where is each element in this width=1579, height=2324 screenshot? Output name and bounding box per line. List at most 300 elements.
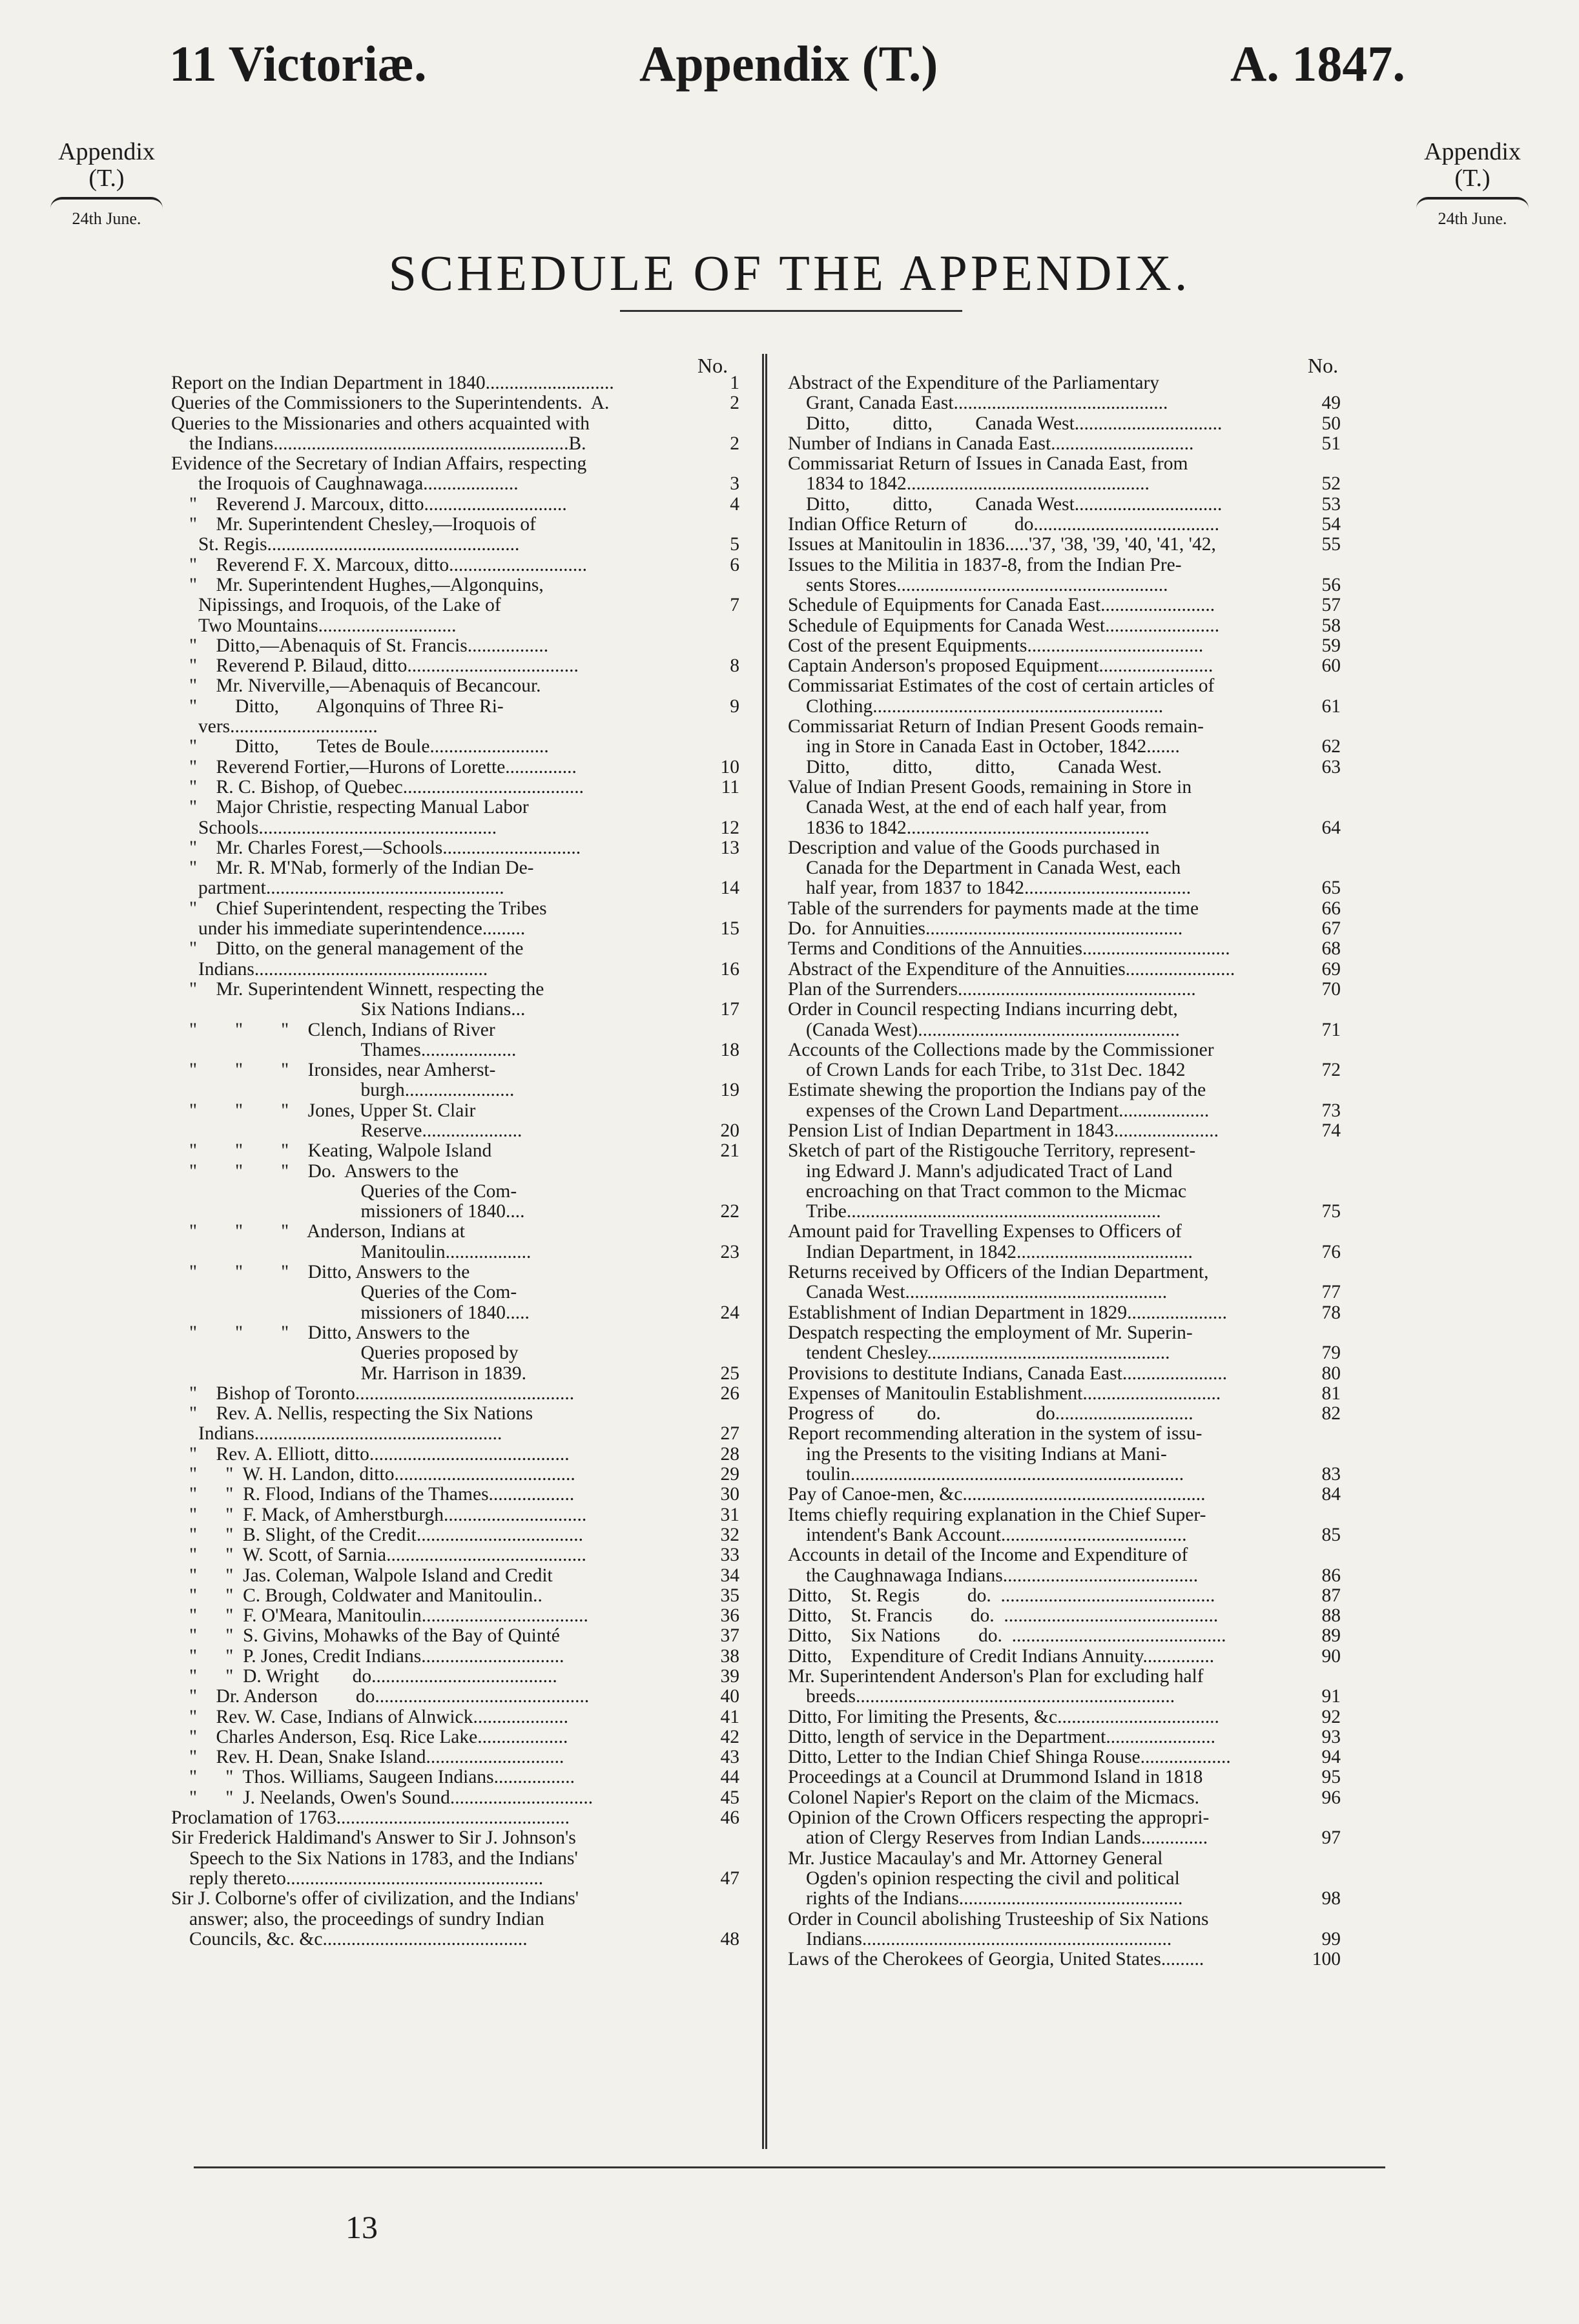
entry-number: 28 (720, 1443, 739, 1465)
entry-text: Pension List of Indian Department in 1843...................... (788, 1120, 1219, 1141)
schedule-entry (171, 1000, 739, 1020)
entry-number: 64 (1321, 817, 1341, 838)
entry-number: 72 (1321, 1060, 1341, 1081)
entry-text: Description and value of the Goods purchased in (788, 838, 1160, 858)
entry-text: " " R. Flood, Indians of the Thames.................. (189, 1485, 575, 1505)
entry-number: 84 (1321, 1484, 1341, 1505)
entry-number: 44 (720, 1767, 739, 1788)
entry-number: 24 (720, 1302, 739, 1323)
schedule-entry (788, 697, 1341, 717)
entry-text: " Mr. Niverville,—Abenaquis of Becancour. (189, 676, 541, 697)
entry-text: the Indians..............................................................B. (189, 433, 586, 454)
entry-text: missioners of 1840..... (189, 1302, 530, 1323)
schedule-entry (788, 575, 1341, 595)
schedule-entry (788, 1586, 1341, 1606)
entry-text: " " " Clench, Indians of River (189, 1020, 495, 1040)
schedule-entry (788, 1323, 1341, 1343)
entry-number: 70 (1321, 978, 1341, 1000)
entry-text: 1834 to 1842................................................... (806, 474, 1150, 495)
entry-text: " Mr. Superintendent Hughes,—Algonquins, (189, 575, 544, 595)
entry-text: Table of the surrenders for payments made at the time (788, 898, 1199, 919)
entry-number: 40 (720, 1686, 739, 1707)
schedule-entry (171, 1606, 739, 1626)
entry-text: " Reverend Fortier,—Hurons of Lorette............... (189, 757, 577, 777)
entry-text: Abstract of the Expenditure of the Parliamentary (788, 373, 1160, 393)
entry-number: 68 (1321, 938, 1341, 960)
entry-number: 46 (720, 1807, 739, 1829)
entry-number: 18 (720, 1039, 739, 1060)
entry-text: Mr. Harrison in 1839. (189, 1363, 526, 1384)
schedule-entry (171, 1929, 739, 1949)
schedule-entry (788, 1404, 1341, 1424)
schedule-entry (171, 737, 739, 757)
entry-text: " " " Ditto, Answers to the (189, 1322, 470, 1343)
entry-text: Mr. Justice Macaulay's and Mr. Attorney General (788, 1848, 1163, 1869)
entry-text: Indian Department, in 1842..................................... (806, 1242, 1193, 1262)
entry-text: Estimate shewing the proportion the Indians pay of the (788, 1080, 1206, 1101)
schedule-entry (171, 1445, 739, 1465)
schedule-entry (171, 616, 739, 636)
entry-text: " Rev. H. Dean, Snake Island............................. (189, 1747, 564, 1768)
schedule-entry (171, 1262, 739, 1282)
entry-text: " Reverend J. Marcoux, ditto.............................. (189, 494, 567, 515)
schedule-entry (171, 1788, 739, 1808)
entry-number: 9 (730, 695, 739, 717)
schedule-entry (788, 1282, 1341, 1302)
entry-number: 45 (720, 1787, 739, 1808)
entry-number: 2 (730, 393, 739, 414)
entry-number: 43 (720, 1747, 739, 1768)
entry-number: 60 (1321, 655, 1341, 677)
schedule-entry (788, 1545, 1341, 1565)
schedule-entry (788, 474, 1341, 494)
entry-number: 47 (720, 1867, 739, 1889)
schedule-entry (788, 1040, 1341, 1060)
entry-number: 77 (1321, 1282, 1341, 1303)
entry-text: " Mr. Charles Forest,—Schools............................. (189, 838, 581, 858)
schedule-entry (171, 899, 739, 919)
entry-text: Despatch respecting the employment of Mr. Superin- (788, 1322, 1193, 1343)
entry-number: 74 (1321, 1120, 1341, 1141)
schedule-entry (171, 1747, 739, 1767)
entry-text: 1836 to 1842................................................... (806, 818, 1150, 838)
entry-text: Ogden's opinion respecting the civil and political (806, 1868, 1180, 1889)
schedule-entry (788, 1121, 1341, 1141)
schedule-entry (788, 495, 1341, 515)
schedule-entry (171, 636, 739, 656)
entry-text: " Major Christie, respecting Manual Labor (189, 797, 529, 818)
schedule-entry (788, 1505, 1341, 1525)
entry-text: burgh....................... (189, 1080, 515, 1101)
schedule-entry (171, 1162, 739, 1182)
entry-number: 21 (720, 1140, 739, 1162)
entry-text: Progress of do. do............................. (788, 1404, 1193, 1424)
entry-text: expenses of the Crown Land Department................... (806, 1100, 1210, 1121)
entry-text: vers............................... (198, 717, 378, 737)
schedule-entry (788, 636, 1341, 656)
schedule-entry (171, 515, 739, 535)
entry-text: Plan of the Surrenders.................................................. (788, 979, 1196, 1000)
entry-text: " " P. Jones, Credit Indians.............................. (189, 1646, 564, 1667)
entry-text: Report on the Indian Department in 1840........................... (171, 373, 614, 393)
entry-text: " Ditto, Algonquins of Three Ri- (189, 696, 504, 717)
entry-text: " Mr. R. M'Nab, formerly of the Indian De- (189, 858, 534, 879)
schedule-entry (788, 1080, 1341, 1100)
entry-text: Ditto, For limiting the Presents, &c.................................. (788, 1707, 1219, 1727)
header-left: 11 Victoriæ. (169, 36, 427, 92)
schedule-entry (788, 434, 1341, 454)
entry-number: 65 (1321, 878, 1341, 899)
entry-number: 78 (1321, 1302, 1341, 1323)
entry-text: Queries to the Missionaries and others acquainted with (171, 413, 590, 434)
entry-text: Ditto, St. Regis do. ............................................. (788, 1585, 1215, 1606)
entry-text: (Canada West)....................................................... (806, 1020, 1180, 1040)
entry-text: Ditto, Expenditure of Credit Indians Annuity............... (788, 1646, 1215, 1667)
entry-number: 62 (1321, 736, 1341, 757)
header-center: Appendix (T.) (639, 36, 938, 92)
entry-number: 87 (1321, 1585, 1341, 1606)
entry-number: 90 (1321, 1645, 1341, 1667)
entry-number: 35 (720, 1585, 739, 1606)
entry-number: 22 (720, 1201, 739, 1222)
schedule-entry (788, 454, 1341, 474)
schedule-entry (788, 676, 1341, 696)
right-no-label: No. (1308, 354, 1339, 377)
schedule-entry (788, 656, 1341, 676)
schedule-entry (788, 919, 1341, 939)
entry-text: " Mr. Superintendent Winnett, respecting the (189, 979, 544, 1000)
entry-number: 95 (1321, 1767, 1341, 1788)
entry-number: 79 (1321, 1342, 1341, 1364)
schedule-entry (171, 495, 739, 515)
schedule-entry (171, 1727, 739, 1747)
schedule-entry (788, 616, 1341, 636)
entry-text: " " F. Mack, of Amherstburgh.............................. (189, 1505, 587, 1525)
schedule-entry (171, 980, 739, 1000)
schedule-entry (788, 1727, 1341, 1747)
entry-number: 38 (720, 1645, 739, 1667)
schedule-entry (171, 1424, 739, 1444)
schedule-entry (788, 373, 1341, 393)
schedule-entry (788, 878, 1341, 898)
schedule-entry (171, 939, 739, 959)
entry-text: Abstract of the Expenditure of the Annuities....................... (788, 959, 1235, 980)
entry-text: the Caughnawaga Indians......................................... (806, 1565, 1199, 1586)
schedule-entry (171, 1586, 739, 1606)
entry-text: Laws of the Cherokees of Georgia, United States......... (788, 1949, 1204, 1970)
entry-number: 10 (720, 756, 739, 777)
schedule-entry (171, 1080, 739, 1100)
entry-text: reply thereto...................................................... (189, 1868, 544, 1889)
entry-number: 11 (721, 776, 739, 797)
entry-text: " Chief Superintendent, respecting the Tribes (189, 898, 547, 919)
left-column (171, 373, 739, 1949)
entry-text: Nipissings, and Iroquois, of the Lake of (198, 595, 501, 616)
entry-text: Ditto, ditto, Canada West............................... (806, 494, 1223, 515)
entry-number: 3 (730, 473, 739, 495)
entry-number: 49 (1321, 393, 1341, 414)
schedule-entry (788, 1667, 1341, 1687)
entry-number: 8 (730, 655, 739, 677)
entry-number: 36 (720, 1605, 739, 1627)
schedule-entry (171, 1687, 739, 1707)
entry-text: Manitoulin.................. (189, 1242, 531, 1262)
entry-text: " " " Do. Answers to the (189, 1161, 459, 1182)
schedule-entry (171, 1182, 739, 1202)
schedule-entry (171, 1222, 739, 1242)
entry-number: 41 (720, 1706, 739, 1727)
schedule-entry (171, 1323, 739, 1343)
entry-text: Mr. Superintendent Anderson's Plan for excluding half (788, 1667, 1204, 1687)
entry-number: 13 (720, 837, 739, 858)
schedule-entry (171, 1566, 739, 1586)
entry-number: 57 (1321, 595, 1341, 616)
entry-text: Sketch of part of the Ristigouche Territory, represent- (788, 1141, 1196, 1162)
schedule-entry (788, 1202, 1341, 1222)
schedule-entry (788, 1445, 1341, 1465)
schedule-entry (788, 1384, 1341, 1404)
header-right: A. 1847. (1230, 36, 1405, 92)
schedule-entry (788, 1485, 1341, 1505)
entry-number: 7 (730, 595, 739, 616)
entry-text: Indian Office Return of do....................................... (788, 515, 1220, 535)
schedule-entry (788, 1687, 1341, 1707)
schedule-entry (788, 1101, 1341, 1121)
schedule-entry (171, 1485, 739, 1505)
entry-number: 99 (1321, 1928, 1341, 1949)
schedule-entry (171, 1040, 739, 1060)
entry-text: " " Jas. Coleman, Walpole Island and Credit (189, 1565, 553, 1586)
entry-text: Ditto, length of service in the Department....................... (788, 1727, 1215, 1747)
entry-text: " Charles Anderson, Esq. Rice Lake................... (189, 1727, 568, 1747)
entry-number: 33 (720, 1545, 739, 1566)
entry-text: Indians................................................................. (806, 1929, 1172, 1949)
entry-text: " R. C. Bishop, of Quebec...................................... (189, 777, 584, 797)
entry-text: Speech to the Six Nations in 1783, and the Indians' (189, 1848, 578, 1869)
schedule-entry (788, 797, 1341, 818)
schedule-entry (788, 960, 1341, 980)
entry-text: Evidence of the Secretary of Indian Affairs, respecting (171, 454, 587, 475)
entry-text: " " " Keating, Walpole Island (189, 1141, 492, 1162)
schedule-entry (171, 373, 739, 393)
schedule-entry (788, 1020, 1341, 1040)
entry-number: 96 (1321, 1787, 1341, 1808)
entry-text: encroaching on that Tract common to the Micmac (806, 1181, 1187, 1202)
entry-text: Report recommending alteration in the system of issu- (788, 1424, 1202, 1445)
entry-number: 42 (720, 1726, 739, 1747)
entry-number: 71 (1321, 1019, 1341, 1040)
schedule-entry (171, 1121, 739, 1141)
entry-text: Tribe.................................................................. (806, 1202, 1161, 1222)
schedule-entry (788, 535, 1341, 555)
schedule-entry (171, 757, 739, 777)
schedule-entry (171, 838, 739, 858)
schedule-entry (788, 1909, 1341, 1929)
right-margin-note (1405, 139, 1540, 228)
schedule-entry (171, 454, 739, 474)
right-margin-t: (T.) (1454, 165, 1491, 192)
entry-number: 97 (1321, 1827, 1341, 1849)
entry-text: " Dr. Anderson do............................................. (189, 1687, 590, 1707)
schedule-entry (788, 1566, 1341, 1586)
entry-text: St. Regis..................................................... (198, 535, 520, 555)
schedule-entry (171, 1364, 739, 1384)
schedule-entry (788, 818, 1341, 838)
entry-text: Canada for the Department in Canada West, each (806, 858, 1181, 879)
entry-number: 2 (730, 433, 739, 454)
schedule-entry (171, 1505, 739, 1525)
entry-number: 91 (1321, 1686, 1341, 1707)
entry-text: Number of Indians in Canada East.............................. (788, 433, 1194, 454)
entry-number: 37 (720, 1625, 739, 1647)
entry-number: 81 (1321, 1383, 1341, 1404)
entry-text: Colonel Napier's Report on the claim of the Micmacs. (788, 1787, 1199, 1808)
entry-number: 4 (730, 493, 739, 515)
entry-number: 92 (1321, 1706, 1341, 1727)
entry-text: Councils, &c. &c........................................... (189, 1929, 528, 1949)
entry-number: 55 (1321, 534, 1341, 555)
schedule-entry (788, 1364, 1341, 1384)
schedule-entry (171, 878, 739, 898)
entry-number: 15 (720, 918, 739, 940)
schedule-entry (788, 1707, 1341, 1727)
entry-text: " Rev. W. Case, Indians of Alnwick.................... (189, 1707, 568, 1727)
entry-text: Queries of the Commissioners to the Superintendents. A. (171, 393, 610, 414)
entry-text: Grant, Canada East............................................. (806, 393, 1168, 414)
entry-text: Commissariat Estimates of the cost of certain articles of (788, 676, 1215, 697)
schedule-entry (788, 1182, 1341, 1202)
entry-text: Proclamation of 1763................................................. (171, 1808, 570, 1829)
entry-text: " " " Jones, Upper St. Clair (189, 1100, 476, 1121)
entry-text: " Reverend F. X. Marcoux, ditto............................. (189, 555, 587, 575)
entry-text: missioners of 1840.... (189, 1202, 525, 1222)
schedule-entry (788, 1162, 1341, 1182)
schedule-entry (171, 1626, 739, 1646)
entry-text: " " B. Slight, of the Credit................................... (189, 1525, 583, 1545)
entry-text: Accounts of the Collections made by the Commissioner (788, 1040, 1214, 1060)
schedule-entry (788, 737, 1341, 757)
schedule-entry (171, 1545, 739, 1565)
entry-text: partment.................................................. (198, 878, 504, 899)
entry-text: Clothing............................................................. (806, 696, 1164, 717)
entry-text: tendent Chesley................................................... (806, 1343, 1170, 1364)
entry-text: Ditto, St. Francis do. ............................................. (788, 1606, 1219, 1627)
schedule-entry (788, 1626, 1341, 1646)
entry-text: Indians.................................................... (198, 1424, 502, 1445)
entry-text: Queries of the Com- (189, 1181, 517, 1202)
schedule-entry (171, 676, 739, 696)
left-margin-t: (T.) (88, 165, 125, 192)
entry-text: Ditto, ditto, ditto, Canada West. (806, 757, 1162, 777)
entry-text: Amount paid for Travelling Expenses to Officers of (788, 1222, 1182, 1242)
schedule-entry (171, 1282, 739, 1302)
entry-text: Issues to the Militia in 1837-8, from the Indian Pre- (788, 555, 1182, 575)
schedule-entry (171, 1869, 739, 1889)
entry-number: 59 (1321, 635, 1341, 656)
schedule-entry (171, 595, 739, 615)
entry-number: 30 (720, 1484, 739, 1505)
entry-text: Proceedings at a Council at Drummond Island in 1818 (788, 1767, 1203, 1788)
entry-number: 32 (720, 1524, 739, 1545)
schedule-entry (788, 1788, 1341, 1808)
entry-number: 12 (720, 817, 739, 838)
entry-number: 51 (1321, 433, 1341, 454)
entry-text: " " J. Neelands, Owen's Sound.............................. (189, 1787, 593, 1808)
entry-text: " Bishop of Toronto.............................................. (189, 1383, 575, 1404)
entry-text: " " " Anderson, Indians at (189, 1222, 465, 1242)
title-rule (620, 310, 962, 314)
entry-number: 25 (720, 1363, 739, 1384)
entry-number: 1 (730, 373, 739, 393)
entry-number: 34 (720, 1565, 739, 1586)
right-margin-brace (1416, 197, 1529, 209)
schedule-entry (788, 393, 1341, 413)
entry-text: " " D. Wright do....................................... (189, 1667, 557, 1687)
schedule-entry (171, 1303, 739, 1323)
entry-text: Thames.................... (189, 1040, 517, 1060)
entry-text: " Ditto, Tetes de Boule......................... (189, 737, 549, 757)
entry-number: 19 (720, 1080, 739, 1101)
entry-number: 82 (1321, 1403, 1341, 1424)
entry-text: Pay of Canoe-men, &c................................................... (788, 1485, 1206, 1505)
entry-text: Order in Council respecting Indians incurring debt, (788, 1000, 1178, 1020)
left-margin-note (39, 139, 174, 228)
entry-number: 63 (1321, 756, 1341, 777)
schedule-entry (788, 1000, 1341, 1020)
entry-number: 83 (1321, 1464, 1341, 1485)
schedule-entry (788, 1606, 1341, 1626)
entry-text: Issues at Manitoulin in 1836.....'37, '38, '39, '40, '41, '42, (788, 535, 1216, 555)
entry-text: " Ditto,—Abenaquis of St. Francis................. (189, 635, 549, 656)
entry-text: Order in Council abolishing Trusteeship of Six Nations (788, 1909, 1209, 1929)
schedule-entry (171, 1101, 739, 1121)
entry-number: 67 (1321, 918, 1341, 940)
entry-text: intendent's Bank Account....................................... (806, 1525, 1187, 1545)
schedule-entry (171, 1020, 739, 1040)
entry-number: 31 (720, 1504, 739, 1525)
schedule-entry (788, 1343, 1341, 1363)
entry-text: " Ditto, on the general management of the (189, 939, 524, 960)
entry-text: Ditto, Letter to the Indian Chief Shinga Rouse................... (788, 1747, 1231, 1768)
schedule-entry (788, 939, 1341, 959)
schedule-entry (788, 1465, 1341, 1485)
schedule-entry (171, 393, 739, 413)
schedule-entry (788, 980, 1341, 1000)
entry-number: 39 (720, 1666, 739, 1687)
entry-text: Captain Anderson's proposed Equipment........................ (788, 656, 1213, 677)
entry-text: Do. for Annuities...................................................... (788, 919, 1183, 940)
column-divider (762, 354, 767, 2149)
entry-number: 88 (1321, 1605, 1341, 1627)
entry-text: Sir Frederick Haldimand's Answer to Sir J. Johnson's (171, 1828, 576, 1849)
schedule-title: SCHEDULE OF THE APPENDIX. (388, 245, 1191, 301)
entry-number: 53 (1321, 493, 1341, 515)
entry-number: 61 (1321, 695, 1341, 717)
entry-number: 75 (1321, 1201, 1341, 1222)
schedule-entry (171, 1384, 739, 1404)
entry-text: Six Nations Indians... (189, 1000, 526, 1020)
entry-text: Sir J. Colborne's offer of civilization, and the Indians' (171, 1889, 579, 1909)
schedule-entry (788, 555, 1341, 575)
entry-text: " " Thos. Williams, Saugeen Indians................. (189, 1767, 575, 1788)
schedule-entry (788, 1424, 1341, 1444)
schedule-entry (171, 656, 739, 676)
entry-text: Schools.................................................. (198, 818, 497, 838)
right-column (788, 373, 1341, 1969)
entry-number: 50 (1321, 413, 1341, 434)
entry-text: under his immediate superintendence......... (198, 919, 526, 940)
entry-number: 17 (720, 999, 739, 1020)
